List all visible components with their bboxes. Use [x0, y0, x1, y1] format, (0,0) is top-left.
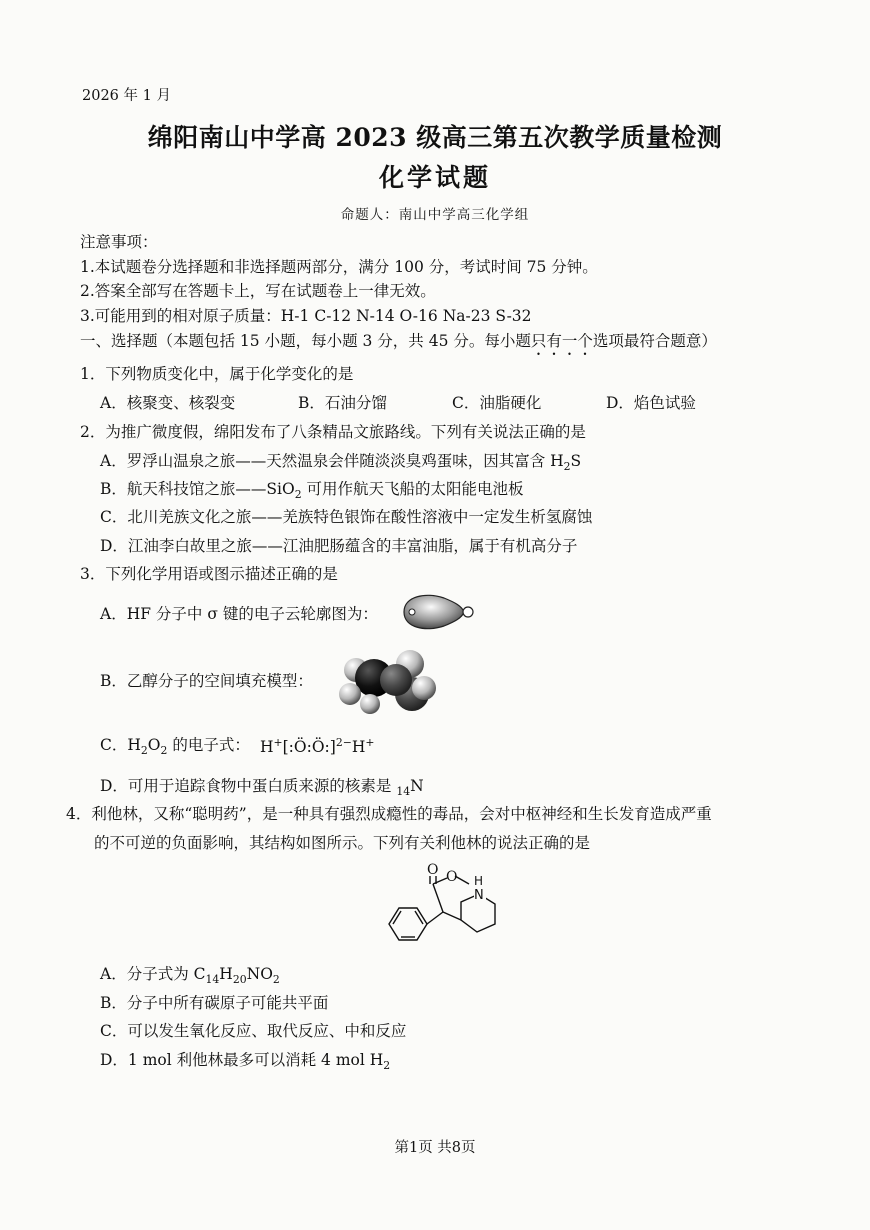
notice-heading: 注意事项：: [80, 233, 158, 251]
nitrogen-label: N: [474, 888, 484, 903]
q4-option-d: D．1 mol 利他林最多可以消耗 4 mol $H_2$: [100, 1051, 391, 1073]
h2o2-electron-formula: H+[:Ö:Ö:]$^{2-}$H+: [260, 736, 375, 757]
q4-stem-line-2: 的不可逆的负面影响，其结构如图所示。下列有关利他林的说法正确的是: [94, 834, 591, 852]
section-heading-pre: 一、选择题（本题包括 15 小题，每小题 3 分，共 45 分。每小题: [80, 332, 531, 350]
ritalin-structure: [375, 862, 515, 964]
q2-option-a: A．罗浮山温泉之旅——天然温泉会伴随淡淡臭鸡蛋味，因其富含 $H_2S$: [100, 452, 582, 474]
q1-option-b: B．石油分馏: [298, 394, 387, 412]
hf-sigma-bond-diagram: [398, 588, 478, 636]
q3-option-a: A．HF 分子中 σ 键的电子云轮廓图为：: [100, 605, 378, 623]
q4-option-a: A．分子式为 $C_{14}H_{20}NO_2$: [100, 965, 280, 987]
q1-stem: 1．下列物质变化中，属于化学变化的是: [80, 365, 354, 383]
q1-option-d: D．焰色试验: [606, 394, 696, 412]
exam-title: 绵阳南山中学高 2023 级高三第五次教学质量检测: [147, 123, 723, 152]
author-line: 命题人：南山中学高三化学组: [340, 207, 530, 223]
q1-option-a: A．核聚变、核裂变: [100, 394, 236, 412]
exam-date: 2026 年 1 月: [82, 88, 171, 104]
subject-title: 化学试题: [378, 163, 491, 192]
ester-oxygen-label: O: [446, 869, 458, 885]
q4-option-c: C．可以发生氧化反应、取代反应、中和反应: [100, 1022, 407, 1040]
q1-option-c: C．油脂硬化: [452, 394, 542, 412]
notice-item-2: 2.答案全部写在答题卡上，写在试题卷上一律无效。: [80, 282, 436, 300]
q4-option-b: B．分子中所有碳原子可能共平面: [100, 994, 329, 1012]
q3-stem: 3．下列化学用语或图示描述正确的是: [80, 565, 338, 583]
carbonyl-oxygen-label: O: [427, 862, 439, 878]
q3-option-d: D．可用于追踪食物中蛋白质来源的核素是 $_{14}$N: [100, 777, 424, 799]
section-heading-emph: 只有一个: [530, 332, 593, 350]
q4-stem-line-1: 4．利他林，又称“聪明药”，是一种具有强烈成瘾性的毒品，会对中枢神经和生长发育造成严重: [66, 805, 712, 823]
q2-option-c: C．北川羌族文化之旅——羌族特色银饰在酸性溶液中一定发生析氢腐蚀: [100, 508, 593, 526]
nh-hydrogen-label: H: [474, 874, 484, 888]
q3-option-b: B．乙醇分子的空间填充模型：: [100, 672, 313, 690]
page-footer: 第1页 共8页: [394, 1140, 476, 1156]
q3-option-c: C．$H_2O_2$ 的电子式：: [100, 736, 250, 758]
notice-item-3: 3.可能用到的相对原子质量：H-1 C-12 N-14 O-16 Na-23 S-32: [80, 307, 532, 325]
q2-stem: 2．为推广微度假，绵阳发布了八条精品文旅路线。下列有关说法正确的是: [80, 423, 586, 441]
q2-option-d: D．江油李白故里之旅——江油肥肠蕴含的丰富油脂，属于有机高分子: [100, 537, 578, 555]
ethanol-space-filling-model: [334, 642, 444, 718]
q2-option-b: B．航天科技馆之旅——SiO$_2$ 可用作航天飞船的太阳能电池板: [100, 480, 524, 502]
notice-item-1: 1.本试题卷分选择题和非选择题两部分，满分 100 分，考试时间 75 分钟。: [80, 258, 598, 276]
section-heading-post: 选项最符合题意）: [592, 332, 717, 350]
section-heading: [80, 331, 717, 359]
